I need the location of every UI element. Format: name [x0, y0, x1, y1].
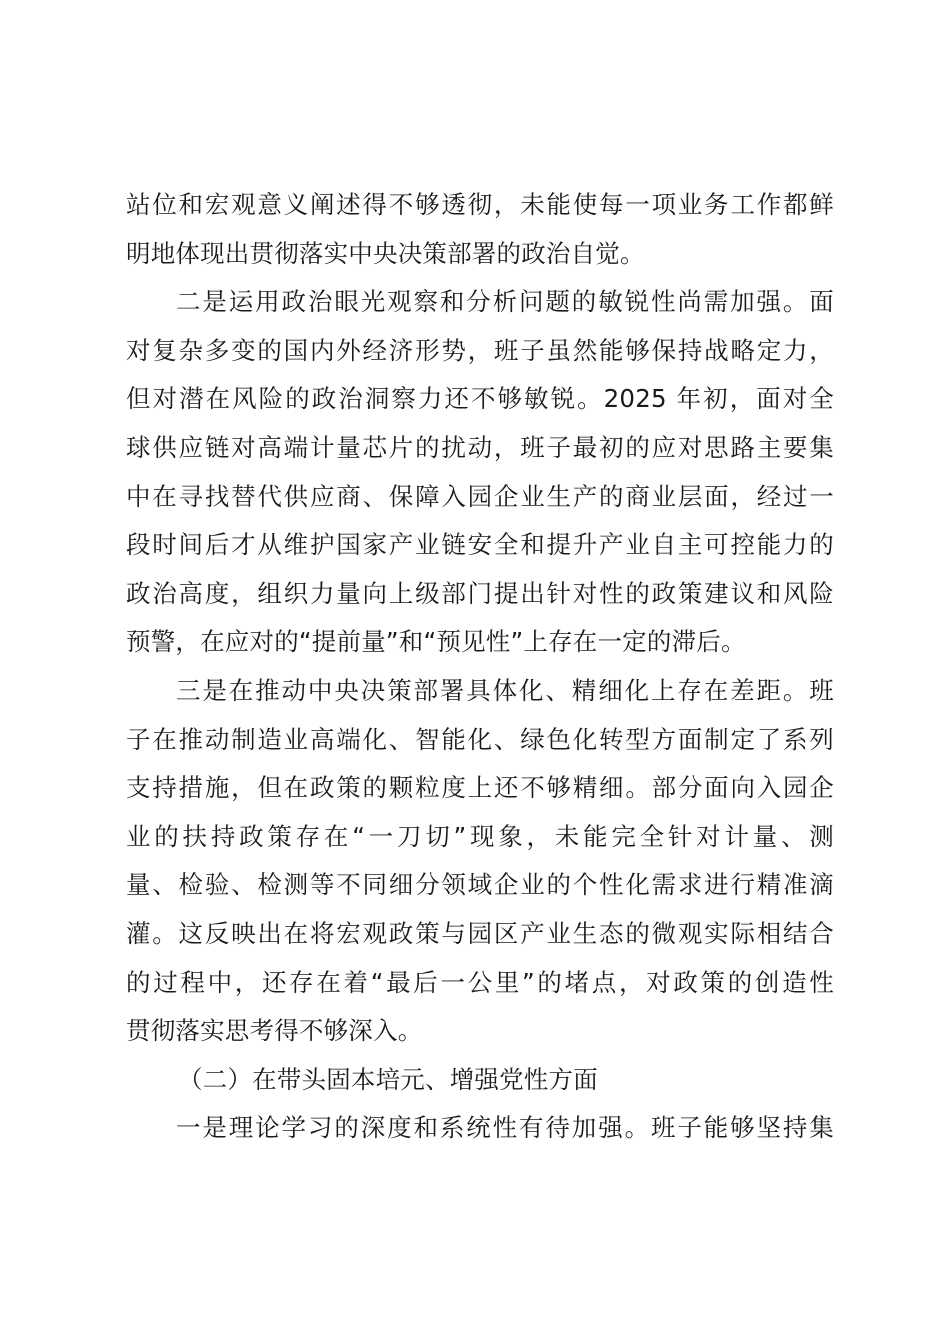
text-line: 灌。这反映出在将宏观政策与园区产业生态的微观实际相结合: [126, 918, 834, 948]
text-line: 业的扶持政策存在“一刀切”现象，未能完全针对计量、测: [126, 821, 834, 851]
text-line: 支持措施，但在政策的颗粒度上还不够精细。部分面向入园企: [126, 773, 834, 803]
text-line: 政治高度，组织力量向上级部门提出针对性的政策建议和风险: [126, 578, 834, 608]
text-line: 球供应链对高端计量芯片的扰动，班子最初的应对思路主要集: [126, 432, 834, 462]
paragraph-point-two: [126, 278, 834, 667]
text-line: 一是理论学习的深度和系统性有待加强。班子能够坚持集: [176, 1113, 834, 1143]
paragraph-point-one: [126, 1104, 834, 1153]
paragraph-continuation: [126, 181, 834, 278]
text-line: 中在寻找替代供应商、保障入园企业生产的商业层面，经过一: [126, 481, 834, 511]
text-line: 预警，在应对的“提前量”和“预见性”上存在一定的滞后。: [126, 627, 746, 657]
section-heading-text: （二）在带头固本培元、增强党性方面: [178, 1064, 598, 1094]
text-line: 明地体现出贯彻落实中央决策部署的政治自觉。: [126, 238, 645, 268]
text-line: 对复杂多变的国内外经济形势，班子虽然能够保持战略定力，: [126, 335, 834, 365]
document-page: [126, 181, 834, 1153]
text-line: 但对潜在风险的政治洞察力还不够敏锐。2025 年初，面对全: [126, 384, 834, 414]
text-line: 三是在推动中央决策部署具体化、精细化上存在差距。班: [176, 675, 834, 705]
text-line: 二是运用政治眼光观察和分析问题的敏锐性尚需加强。面: [176, 287, 834, 317]
text-line: 贯彻落实思考得不够深入。: [126, 1016, 423, 1046]
text-line: 量、检验、检测等不同细分领域企业的个性化需求进行精准滴: [126, 870, 834, 900]
text-line: 子在推动制造业高端化、智能化、绿色化转型方面制定了系列: [126, 724, 834, 754]
text-line: 站位和宏观意义阐述得不够透彻，未能使每一项业务工作都鲜: [126, 190, 834, 219]
paragraph-point-three: [126, 667, 834, 1056]
section-heading: [126, 1056, 834, 1105]
text-line: 段时间后才从维护国家产业链安全和提升产业自主可控能力的: [126, 530, 834, 560]
text-line: 的过程中，还存在着“最后一公里”的堵点，对政策的创造性: [126, 967, 834, 997]
